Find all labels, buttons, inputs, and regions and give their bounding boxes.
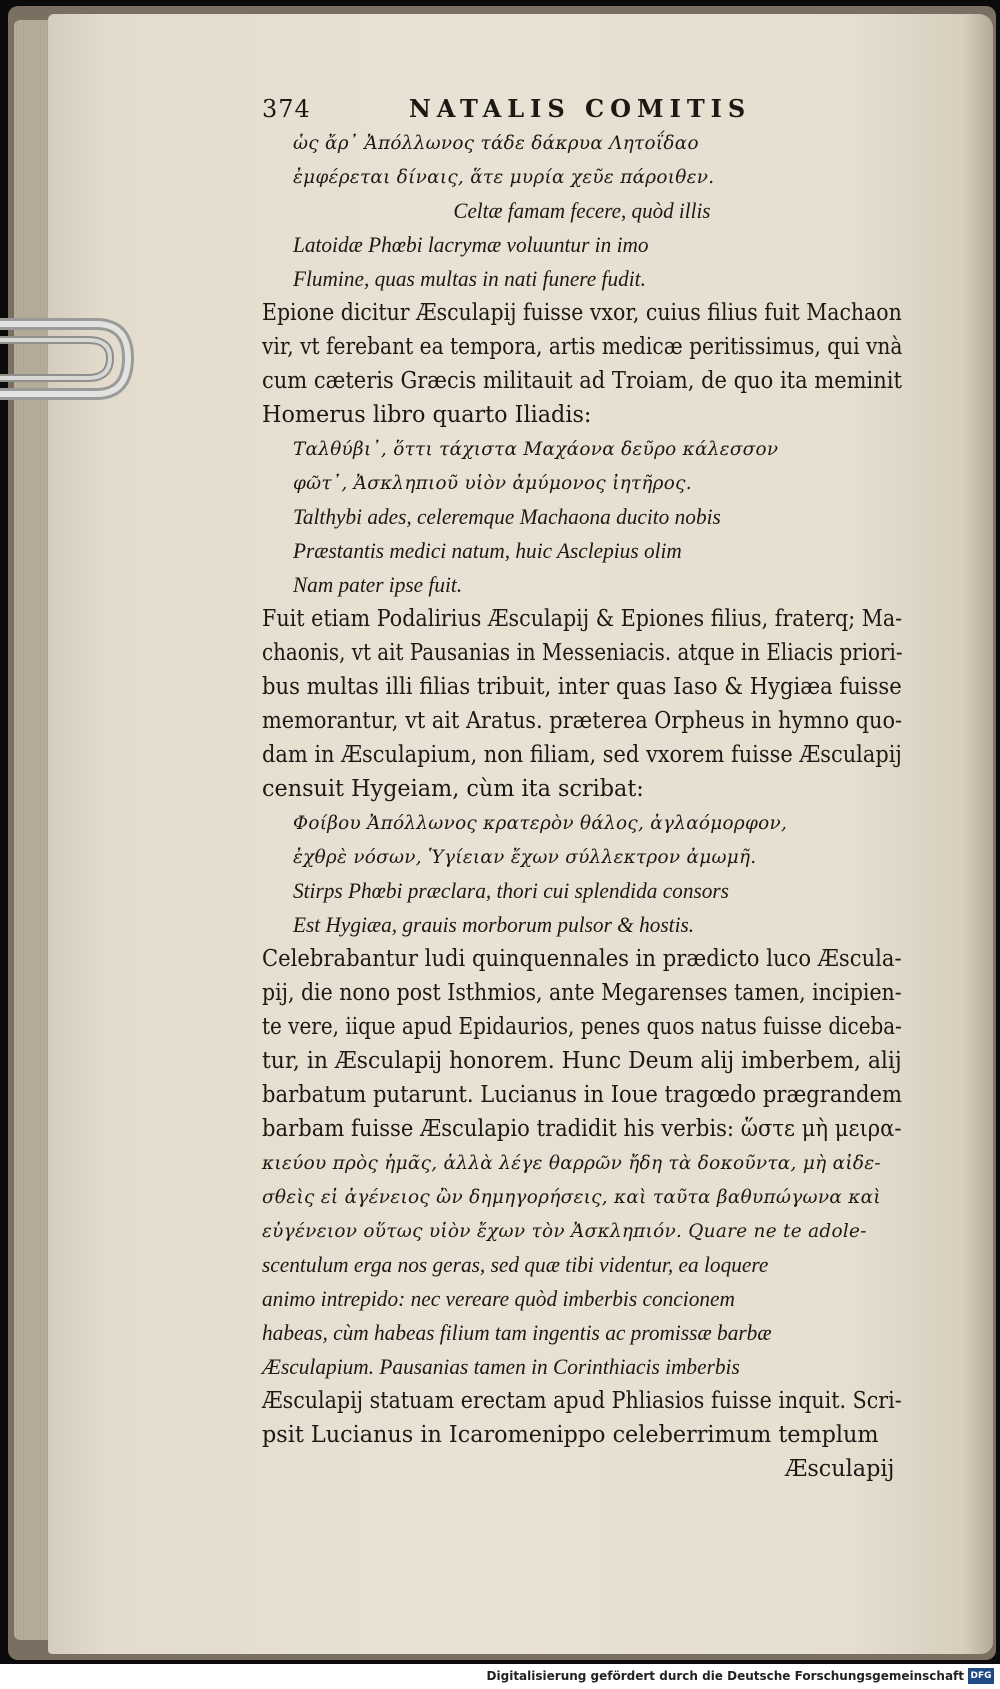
text-line: Fuit etiam Podalirius Æsculapij & Epiones filius, fraterq; Ma-: [262, 606, 903, 632]
dfg-logo: DFG: [968, 1668, 994, 1684]
text-line: εὐγένειον οὕτως υἱὸν ἔχων τὸν Ἀσκληπιόν. Quare ne te adole-: [262, 1220, 867, 1242]
text-line: Flumine, quas multas in nati funere fudit.: [292, 266, 646, 291]
text-line: ἐχθρὲ νόσων, Ὑγίειαν ἔχων σύλλεκτρον ἀμωμῆ.: [292, 846, 757, 868]
text-line: Ταλθύβι᾽, ὅττι τάχιστα Μαχάονα δεῦρο κάλεσσον: [292, 438, 779, 460]
text-line: barbatum putarunt. Lucianus in Ioue tragœdo prægrandem: [262, 1082, 903, 1108]
text-lines: [262, 126, 922, 1452]
text-line: Æsculapium. Pausanias tamen in Corinthiacis imberbis: [262, 1354, 740, 1379]
text-line: tur, in Æsculapij honorem. Hunc Deum alij imberbem, alij: [262, 1048, 902, 1074]
footer-credit: Digitalisierung gefördert durch die Deutsche Forschungsgemeinschaft: [486, 1669, 964, 1683]
text-line: Φοίβου Ἀπόλλωνος κρατερὸν θάλος, ἀγλαόμορφον,: [292, 812, 788, 834]
text-line: animo intrepido: nec vereare quòd imberbis concionem: [262, 1286, 735, 1311]
text-line: dam in Æsculapium, non filiam, sed vxorem fuisse Æsculapij: [262, 742, 902, 768]
text-line: psit Lucianus in Icaromenippo celeberrimum templum: [262, 1422, 879, 1448]
text-block: [262, 92, 922, 1486]
text-line: censuit Hygeiam, cùm ita scribat:: [262, 776, 644, 802]
text-line: Celebrabantur ludi quinquennales in prædicto luco Æscula-: [262, 946, 902, 972]
text-line: Præstantis medici natum, huic Asclepius olim: [292, 538, 682, 563]
catchword: Æsculapij: [785, 1456, 895, 1482]
text-line: σθεὶς εἰ ἀγένειος ὢν δημηγορήσεις, καὶ ταῦτα βαθυπώγωνα καὶ: [262, 1186, 881, 1208]
page-gutter-shadow: [963, 14, 993, 1654]
text-line: φῶτ᾽, Ἀσκληπιοῦ υἱὸν ἀμύμονος ἰητῆρος.: [292, 472, 692, 494]
text-line: ἐμφέρεται δίναις, ἅτε μυρία χεῦε πάροιθεν.: [292, 166, 715, 188]
text-line: Latoidæ Phœbi lacrymæ voluuntur in imo: [292, 232, 649, 257]
page-number: 374: [262, 95, 311, 123]
text-line: habeas, cùm habeas filium tam ingentis ac promissæ barbæ: [262, 1320, 772, 1345]
text-line: chaonis, vt ait Pausanias in Messeniacis. atque in Eliacis priori-: [262, 640, 903, 666]
text-line: Est Hygiæa, grauis morborum pulsor & hostis.: [292, 912, 695, 937]
text-line: barbam fuisse Æsculapio tradidit his verbis: ὥστε μὴ μειρα-: [262, 1116, 902, 1142]
text-line: Talthybi ades, celeremque Machaona ducito nobis: [292, 504, 721, 529]
text-line: Nam pater ipse fuit.: [292, 572, 463, 597]
running-title: NATALIS COMITIS: [408, 94, 752, 123]
text-line: bus multas illi filias tribuit, inter quas Iaso & Hygiæa fuisse: [262, 674, 902, 700]
text-line: κιεύου πρὸς ἡμᾶς, ἀλλὰ λέγε θαρρῶν ἤδη τὰ δοκοῦντα, μὴ αἰδε-: [262, 1152, 881, 1174]
text-line: scentulum erga nos geras, sed quæ tibi videntur, ea loquere: [262, 1252, 769, 1277]
running-header: [262, 92, 922, 126]
text-line: Celtæ famam fecere, quòd illis: [453, 198, 711, 223]
text-line: memorantur, vt ait Aratus. præterea Orpheus in hymno quo-: [262, 708, 903, 734]
text-line: Æsculapij statuam erectam apud Phliasios fuisse inquit. Scri-: [262, 1388, 902, 1414]
paper-clip-icon: [0, 310, 140, 410]
text-line: cum cæteris Græcis militauit ad Troiam, de quo ita meminit: [262, 368, 902, 394]
text-line: pij, die nono post Isthmios, ante Megarenses tamen, incipien-: [262, 980, 902, 1006]
text-line: Epione dicitur Æsculapij fuisse vxor, cuius filius fuit Machaon: [262, 300, 902, 326]
text-line: ὡς ἄρ᾽ Ἀπόλλωνος τάδε δάκρυα Λητοΐδαο: [292, 132, 699, 154]
text-line: Homerus libro quarto Iliadis:: [262, 402, 592, 428]
text-line: vir, vt ferebant ea tempora, artis medicæ peritissimus, qui vnà: [262, 334, 903, 360]
footer-bar: [0, 1664, 1000, 1689]
text-line: te vere, iique apud Epidaurios, penes quos natus fuisse diceba-: [262, 1014, 902, 1040]
text-line: Stirps Phœbi præclara, thori cui splendida consors: [292, 878, 729, 903]
